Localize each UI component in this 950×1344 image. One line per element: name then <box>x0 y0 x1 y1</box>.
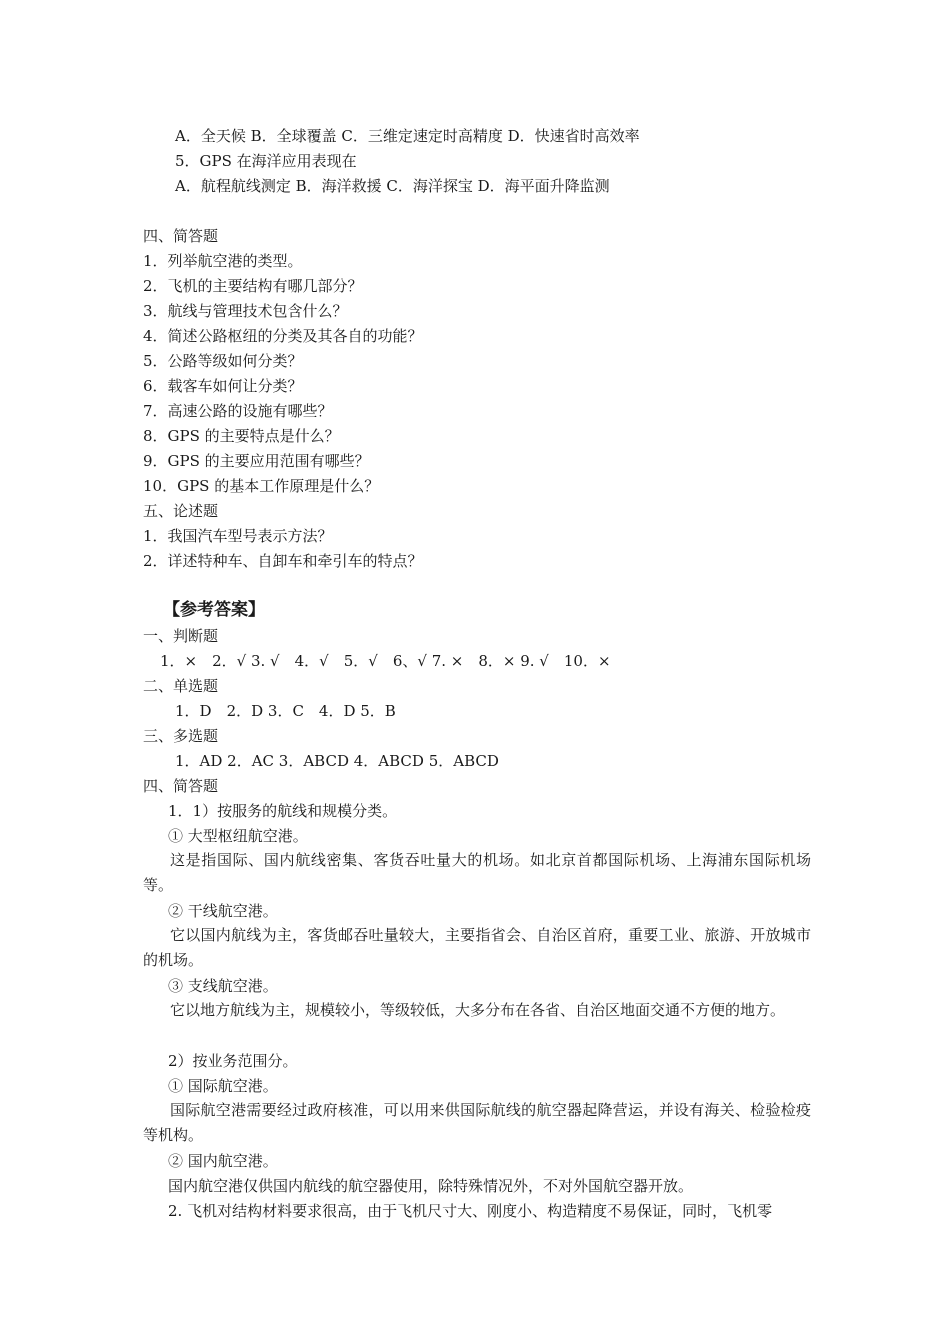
q5-options: A．航程航线测定 B．海洋救援 C．海洋探宝 D．海平面升降监测 <box>175 177 610 195</box>
q4-options: A．全天候 B．全球覆盖 C．三维定速定时高精度 D．快速省时高效率 <box>175 127 640 145</box>
short-question-4: 4．简述公路枢纽的分类及其各自的功能？ <box>143 327 423 345</box>
answer-1-intro: 1．1）按服务的航线和规模分类。 <box>168 802 398 820</box>
short-question-6: 6．载客车如何让分类？ <box>143 377 303 395</box>
essay-question-2: 2．详述特种车、自卸车和牵引车的特点？ <box>143 552 423 570</box>
short-question-1: 1．列举航空港的类型。 <box>143 252 303 270</box>
answer-section-1-title: 一、判断题 <box>143 627 219 645</box>
short-question-8: 8．GPS 的主要特点是什么？ <box>143 427 340 445</box>
trunk-airport-title: ② 干线航空港。 <box>168 902 278 920</box>
short-question-3: 3．航线与管理技术包含什么？ <box>143 302 348 320</box>
answer-section-2-text: 1．D 2．D 3．C 4．D 5．B <box>175 702 396 720</box>
short-question-10: 10．GPS 的基本工作原理是什么？ <box>143 477 380 495</box>
answers-heading: 【参考答案】 <box>163 600 265 620</box>
answer-section-4-title: 四、简答题 <box>143 777 219 795</box>
branch-airport-description: 它以地方航线为主，规模较小，等级较低，大多分布在各省、自治区地面交通不方便的地方。 <box>170 1001 786 1019</box>
answer-section-3-text: 1．AD 2．AC 3．ABCD 4．ABCD 5．ABCD <box>175 752 499 770</box>
short-question-9: 9．GPS 的主要应用范围有哪些？ <box>143 452 370 470</box>
section-4-title: 四、简答题 <box>143 227 219 245</box>
international-airport-title: ① 国际航空港。 <box>168 1077 278 1095</box>
international-airport-description: 国际航空港需要经过政府核准，可以用来供国际航线的航空器起降营运，并设有海关、检验检疫等机构。 <box>143 1101 811 1144</box>
short-question-7: 7．高速公路的设施有哪些？ <box>143 402 333 420</box>
trunk-airport-description: 它以国内航线为主，客货邮吞吐量较大，主要指省会、自治区首府，重要工业、旅游、开放城市的机场。 <box>143 926 811 969</box>
branch-airport-title: ③ 支线航空港。 <box>168 977 278 995</box>
domestic-airport-description: 国内航空港仅供国内航线的航空器使用，除特殊情况外，不对外国航空器开放。 <box>168 1177 694 1195</box>
scope-classification-intro: 2）按业务范围分。 <box>168 1052 298 1070</box>
answer-section-1-text: 1．× 2．√ 3. √ 4．√ 5．√ 6、√ 7. × 8．× 9. √ 10．× <box>160 652 611 670</box>
hub-airport-description: 这是指国际、国内航线密集、客货吞吐量大的机场。如北京首都国际机场、上海浦东国际机场等。 <box>143 851 811 894</box>
domestic-airport-title: ② 国内航空港。 <box>168 1152 278 1170</box>
short-question-5: 5．公路等级如何分类？ <box>143 352 303 370</box>
q5-question: 5．GPS 在海洋应用表现在 <box>175 152 357 170</box>
answer-section-3-title: 三、多选题 <box>143 727 219 745</box>
answer-section-2-title: 二、单选题 <box>143 677 219 695</box>
answer-2-start: 2. 飞机对结构材料要求很高，由于飞机尺寸大、刚度小、构造精度不易保证，同时，飞机零 <box>168 1202 773 1220</box>
hub-airport-title: ① 大型枢纽航空港。 <box>168 827 308 845</box>
essay-question-1: 1．我国汽车型号表示方法？ <box>143 527 333 545</box>
short-question-2: 2．飞机的主要结构有哪几部分？ <box>143 277 363 295</box>
section-5-title: 五、论述题 <box>143 502 219 520</box>
